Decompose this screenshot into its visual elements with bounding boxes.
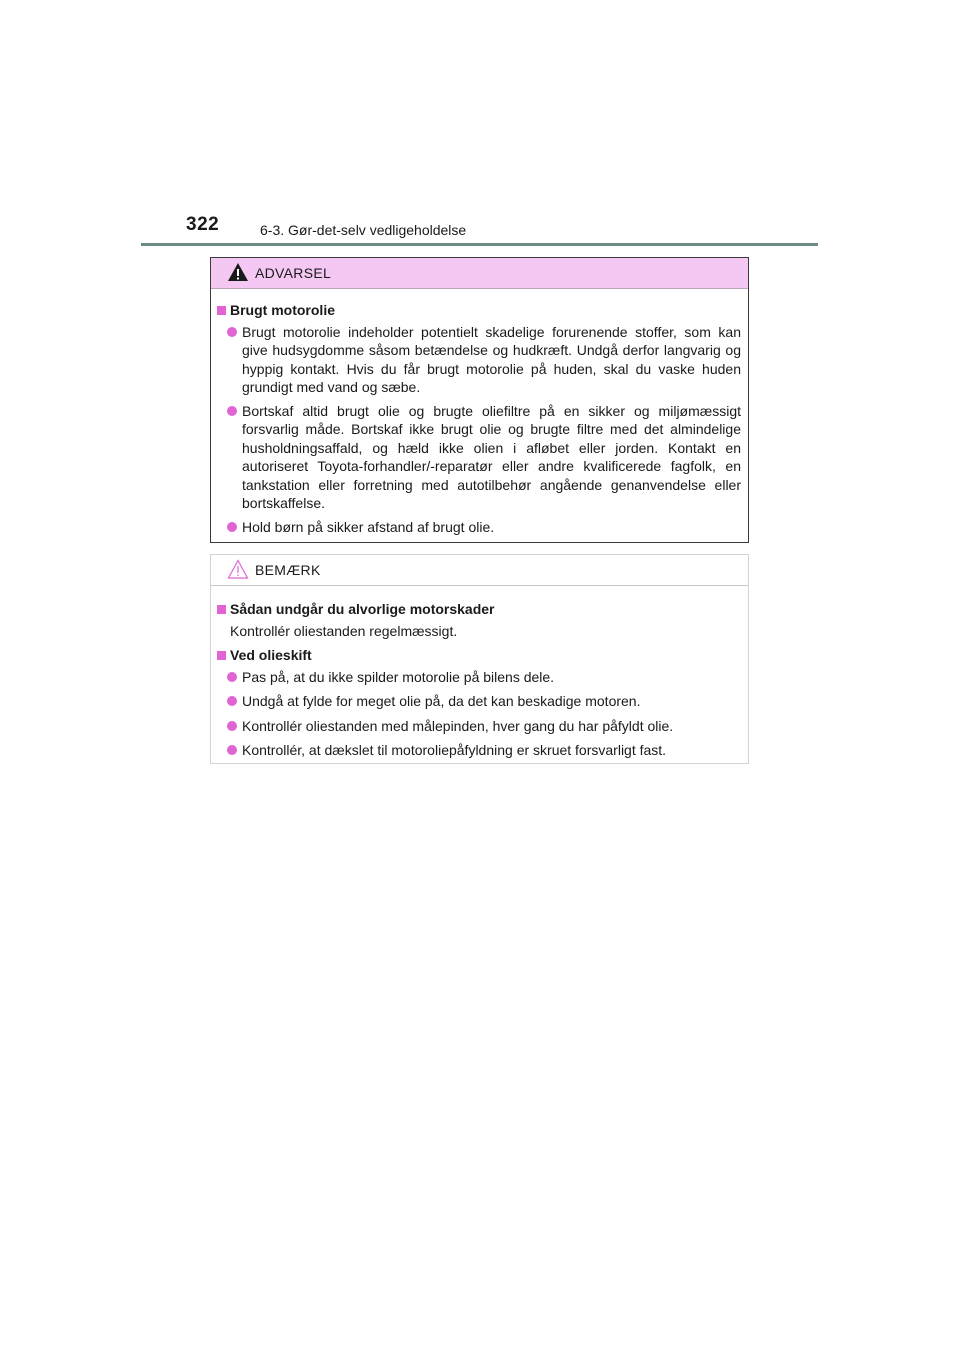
circle-bullet-icon [227,745,237,755]
warning-box [210,257,749,543]
notice-label: BEMÆRK [255,562,321,578]
notice-heading-2-text: Ved olieskift [230,647,312,663]
square-bullet-icon [217,605,226,614]
notice-header [211,555,748,586]
header-rule [141,243,818,246]
notice-heading-1-text: Sådan undgår du alvorlige motorskader [230,601,495,617]
warning-heading [217,301,741,320]
warning-triangle-outline-icon [227,559,249,579]
list-item-text: Hold børn på sikker afstand af brugt olie. [242,518,495,535]
list-item-text: Undgå at fylde for meget olie på, da det kan beskadige motoren. [242,693,641,709]
list-item [217,741,741,760]
notice-body [211,586,748,760]
list-item-text: Kontrollér oliestanden med målepinden, hver gang du har påfyldt olie. [242,717,674,734]
list-item-text: Bortskaf altid brugt olie og brugte oliefiltre på en sikker og miljømæssigt forsvarlig måde. Bortskaf ikke brugt olie og brugte filtre med det almindelige husholdningsaffald, og hæld ikke olien i afløbet eller jorden. Kontakt en autoriseret Toyota-forhandler/-reparatør eller andre kvalificerede fagfolk, en tankstation eller forretning med autotilbehør angående genanvendelse eller bortskaffelse. [242,402,741,511]
circle-bullet-icon [227,672,237,682]
notice-box [210,554,749,764]
warning-label: ADVARSEL [255,265,332,281]
square-bullet-icon [217,306,226,315]
circle-bullet-icon [227,522,237,532]
list-item-text: Kontrollér, at dækslet til motoroliepåfyldning er skruet forsvarligt fast. [242,742,667,758]
section-title: 6-3. Gør-det-selv vedligeholdelse [260,222,467,238]
warning-header [211,258,748,289]
circle-bullet-icon [227,696,237,706]
list-item [217,323,741,397]
warning-body [211,289,748,536]
list-item [217,692,741,711]
warning-heading-text: Brugt motorolie [230,302,335,318]
page-number: 322 [186,214,220,235]
circle-bullet-icon [227,406,237,416]
list-item-text: Brugt motorolie indeholder potentielt skadelige forurenende stoffer, som kan give hudsygdomme såsom betændelse og hudkræft. Undgå derfor langvarig og hyppig kontakt. Hvis du får brugt motorolie på huden, skal du vaske huden grundigt med vand og sæbe. [242,323,741,395]
list-item [217,668,741,687]
notice-heading-2 [217,646,741,665]
circle-bullet-icon [227,327,237,337]
list-item-text: Pas på, at du ikke spilder motorolie på bilens dele. [242,668,555,685]
notice-heading-1 [217,600,741,619]
circle-bullet-icon [227,721,237,731]
warning-triangle-filled-icon [227,262,249,282]
list-item [217,518,741,537]
notice-section-1-text: Kontrollér oliestanden regelmæssigt. [230,622,458,639]
square-bullet-icon [217,651,226,660]
list-item [217,402,741,513]
list-item [217,717,741,736]
